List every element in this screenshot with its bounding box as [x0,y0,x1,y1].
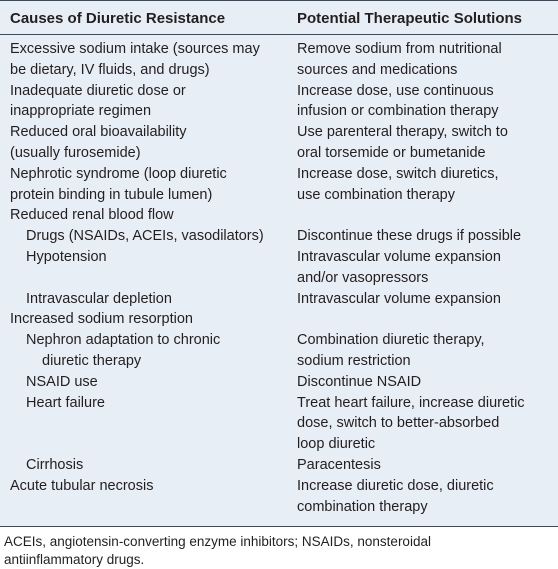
footnote-line: ACEIs, angiotensin-converting enzyme inhibitors; NSAIDs, nonsteroidal [4,534,431,549]
cause-text: Acute tubular necrosis [10,477,154,494]
cause-text: Excessive sodium intake (sources may [10,41,260,57]
table-row [0,205,558,226]
solution-text: Use parenteral therapy, switch to [297,124,508,141]
cause-text: Heart failure [26,394,105,411]
solution-text: Intravascular volume expansion [297,290,501,307]
cause-cell [10,164,290,206]
cause-cell [26,372,290,393]
table-row [0,247,558,289]
table-row [0,164,558,206]
solution-cell [297,455,555,476]
solution-cell [297,393,555,455]
solution-text: Increase dose, switch diuretics, [297,165,499,182]
table-row [0,330,558,372]
solution-text: Intravascular volume expansion [297,248,501,265]
cause-text: NSAID use [26,373,98,390]
cause-text: (usually furosemide) [10,144,141,161]
solution-text: Remove sodium from nutritional [297,41,502,57]
table-row [0,309,558,330]
header-causes: Causes of Diuretic Resistance [10,10,226,27]
cause-text: Nephron adaptation to chronic [26,332,221,349]
header-solutions: Potential Therapeutic Solutions [297,10,523,27]
solution-text: Treat heart failure, increase diuretic [297,394,525,411]
solution-text: dose, switch to better-absorbed [297,415,500,432]
solution-text: Discontinue NSAID [297,373,422,390]
cause-text: Reduced renal blood flow [10,207,174,224]
cause-cell [10,81,290,123]
table-header [0,1,558,35]
cause-text: Drugs (NSAIDs, ACEIs, vasodilators) [26,228,264,245]
table-row [0,289,558,310]
table-row [0,455,558,476]
table-body [0,35,558,517]
table-row [0,372,558,393]
solution-text: combination therapy [297,498,428,515]
cause-text: protein binding in tubule lumen) [10,186,213,203]
cause-text: Reduced oral bioavailability [10,124,187,141]
solution-text: loop diuretic [297,436,376,453]
solution-cell [297,122,555,164]
cause-cell [26,330,290,372]
table-row [0,122,558,164]
cause-text: inappropriate regimen [10,103,152,120]
solution-text: Increase diuretic dose, diuretic [297,477,494,494]
table-row [0,226,558,247]
solution-text: Paracentesis [297,456,381,473]
cause-cell [26,455,290,476]
solution-cell [297,164,555,206]
solution-cell [297,330,555,372]
cause-text: diuretic therapy [42,352,142,369]
solution-text: Combination diuretic therapy, [297,332,485,349]
table-row [0,81,558,123]
table-row [0,393,558,455]
table-row [0,476,558,518]
cause-text: Inadequate diuretic dose or [10,82,186,99]
solution-cell [297,226,555,247]
solution-cell [297,476,555,518]
cause-text: Cirrhosis [26,456,84,473]
solution-text: sodium restriction [297,352,411,369]
cause-text: Hypotension [26,248,107,265]
cause-cell [10,476,290,497]
solution-text: Increase dose, use continuous [297,82,494,99]
solution-cell [297,247,555,289]
cause-text: Intravascular depletion [26,290,172,307]
solution-cell [297,372,555,393]
table-footnote [4,533,554,569]
cause-cell [10,205,290,226]
solution-text: infusion or combination therapy [297,103,499,120]
cause-cell [26,393,290,414]
solution-text: Discontinue these drugs if possible [297,228,522,245]
cause-cell [26,226,290,247]
solution-cell [297,81,555,123]
cause-cell [10,309,290,330]
solution-text: sources and medications [297,61,458,78]
cause-text: be dietary, IV fluids, and drugs) [10,61,210,78]
solution-cell [297,39,555,81]
cause-text: Nephrotic syndrome (loop diuretic [10,165,227,182]
table-row [0,39,558,81]
cause-cell [10,39,290,81]
solution-text: and/or vasopressors [297,269,429,286]
solution-text: use combination therapy [297,186,455,203]
cause-cell [26,247,290,268]
solution-cell [297,289,555,310]
cause-cell [26,289,290,310]
cause-cell [10,122,290,164]
footnote-line: antiinflammatory drugs. [4,552,145,567]
solution-text: oral torsemide or bumetanide [297,144,486,161]
cause-text: Increased sodium resorption [10,311,193,328]
